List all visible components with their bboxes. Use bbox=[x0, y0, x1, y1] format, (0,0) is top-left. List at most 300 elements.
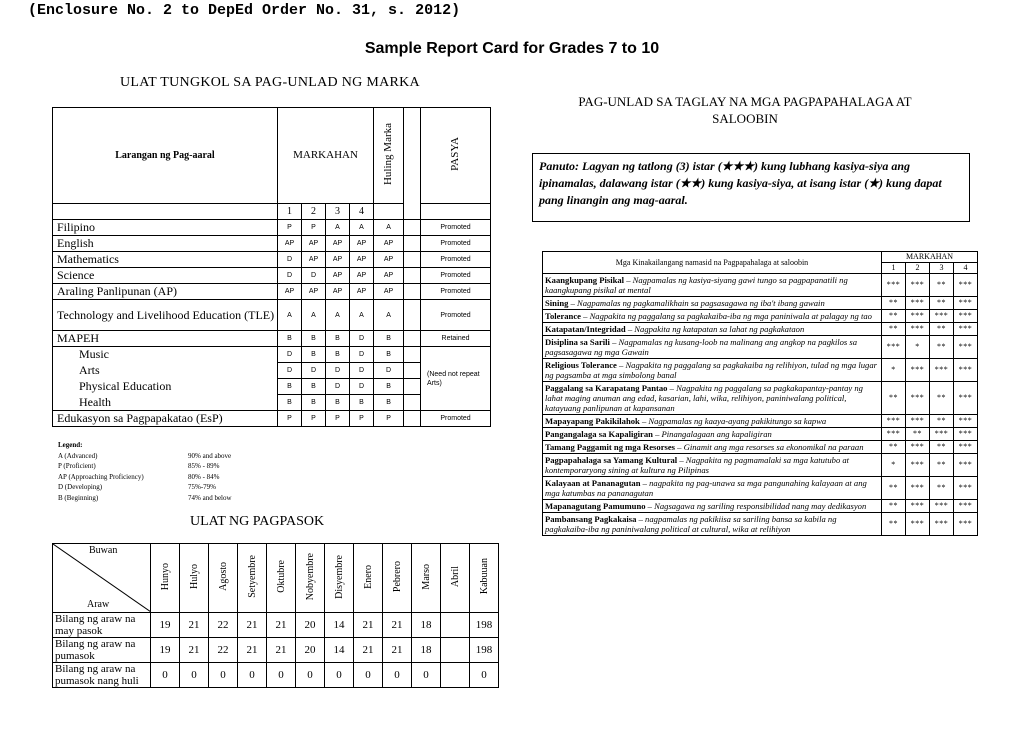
attendance-value: 22 bbox=[209, 638, 238, 663]
grade-q3: B bbox=[326, 331, 350, 347]
values-row bbox=[543, 359, 978, 382]
values-section-title: PAG-UNLAD SA TAGLAY NA MGA PAGPAPAHALAGA AT SALOOBIN bbox=[578, 94, 912, 126]
values-item bbox=[543, 382, 882, 415]
values-row bbox=[543, 428, 978, 441]
remark: Promoted bbox=[421, 411, 491, 427]
subject-row bbox=[53, 331, 491, 347]
spacer-cell bbox=[404, 379, 421, 395]
legend-item bbox=[58, 461, 232, 472]
attendance-value: 19 bbox=[151, 613, 180, 638]
grade-q3: D bbox=[326, 379, 350, 395]
final-grade: B bbox=[374, 379, 404, 395]
star-rating: ** bbox=[930, 297, 954, 310]
values-item-separator: – bbox=[645, 501, 655, 511]
values-item-separator: – bbox=[609, 337, 619, 347]
star-rating: ** bbox=[882, 513, 906, 536]
markahan-header: MARKAHAN bbox=[278, 108, 374, 204]
legend-item bbox=[58, 451, 232, 462]
attendance-value: 14 bbox=[325, 638, 354, 663]
attendance-value: 18 bbox=[412, 613, 441, 638]
grade-q2: P bbox=[302, 220, 326, 236]
attendance-value bbox=[441, 613, 470, 638]
grade-q3: AP bbox=[326, 236, 350, 252]
values-item-name: Katapatan/Integridad bbox=[545, 324, 626, 334]
subject-name: Araling Panlipunan (AP) bbox=[53, 284, 278, 300]
attendance-value: 0 bbox=[151, 663, 180, 688]
grade-q2: D bbox=[302, 363, 326, 379]
subject-row bbox=[53, 220, 491, 236]
values-item bbox=[543, 441, 882, 454]
star-rating: *** bbox=[930, 500, 954, 513]
values-item-desc: Nagpamalas ng pagkamalikhain sa pagsasagawa ng iba't ibang gawain bbox=[577, 298, 825, 308]
values-item-desc: nagpamalas ng pakikiisa sa sariling bansa sa kabila ng pagkakaiba-iba ng paniniwalang political at cultural, wika at relihiyon bbox=[545, 514, 837, 534]
attendance-value: 21 bbox=[267, 613, 296, 638]
values-item-desc: Nagpamalas ng kasiya-siyang gawi tungo sa pagpapanatili ng kaangkupang pisikal at mental bbox=[545, 275, 848, 295]
subject-name: Filipino bbox=[53, 220, 278, 236]
subject-name: MAPEH bbox=[53, 331, 278, 347]
values-row bbox=[543, 297, 978, 310]
attendance-value: 21 bbox=[267, 638, 296, 663]
spacer-cell bbox=[404, 284, 421, 300]
star-rating: *** bbox=[882, 336, 906, 359]
values-item-desc: Nagpakita ng katapatan sa lahat ng pagkakataon bbox=[634, 324, 805, 334]
values-item-name: Mapanagutang Pamumuno bbox=[545, 501, 646, 511]
star-rating: *** bbox=[954, 336, 978, 359]
spacer-cell bbox=[404, 363, 421, 379]
attendance-value: 21 bbox=[383, 613, 412, 638]
subject-row bbox=[53, 252, 491, 268]
star-rating: *** bbox=[954, 454, 978, 477]
enclosure-label: (Enclosure No. 2 to DepEd Order No. 31, s. 2012) bbox=[28, 2, 461, 19]
month-header bbox=[412, 544, 441, 613]
remark: Promoted bbox=[421, 268, 491, 284]
values-item-separator: – bbox=[616, 360, 626, 370]
legend-item bbox=[58, 472, 232, 483]
grade-q1: B bbox=[278, 395, 302, 411]
values-item bbox=[543, 359, 882, 382]
values-item-desc: Ginamit ang mga resorses sa ekonomikal na paraan bbox=[683, 442, 864, 452]
star-rating: *** bbox=[906, 310, 930, 323]
values-item-desc: Pinangalagaan ang kapaligiran bbox=[661, 429, 772, 439]
values-item bbox=[543, 513, 882, 536]
grade-q3: AP bbox=[326, 268, 350, 284]
day-axis-label: Araw bbox=[87, 599, 110, 610]
grade-q4: A bbox=[350, 220, 374, 236]
grade-q1: B bbox=[278, 379, 302, 395]
values-item-desc: Nagpakita ng pagmamalaki sa mga katutubo at kontemporaryong sining at kultura ng Pilipinas bbox=[545, 455, 850, 475]
values-item-header: Mga Kinakailangang namasid na Pagpapahalaga at saloobin bbox=[543, 252, 882, 274]
legend-label: B (Beginning) bbox=[58, 493, 99, 502]
month-label: Abril bbox=[449, 565, 461, 588]
star-rating: *** bbox=[882, 428, 906, 441]
attendance-value: 198 bbox=[470, 638, 499, 663]
grade-q3: A bbox=[326, 300, 350, 331]
spacer-cell bbox=[404, 268, 421, 284]
values-quarter-3: 3 bbox=[930, 263, 954, 274]
subject-row bbox=[53, 268, 491, 284]
final-grade: B bbox=[374, 331, 404, 347]
attendance-value: 19 bbox=[151, 638, 180, 663]
month-label: Oktubre bbox=[275, 560, 287, 593]
spacer-cell bbox=[404, 220, 421, 236]
grade-q1: A bbox=[278, 300, 302, 331]
month-header bbox=[209, 544, 238, 613]
values-item-desc: Nagpamalas ng kaaya-ayang pakikitungo sa kapwa bbox=[648, 416, 827, 426]
values-item-name: Sining bbox=[545, 298, 569, 308]
month-label: Kabuuan bbox=[478, 558, 490, 595]
values-row bbox=[543, 500, 978, 513]
star-rating: *** bbox=[882, 415, 906, 428]
final-grade: P bbox=[374, 411, 404, 427]
values-item-name: Mapayapang Pakikilahok bbox=[545, 416, 640, 426]
star-rating: ** bbox=[882, 441, 906, 454]
subject-row bbox=[53, 411, 491, 427]
subject-name: Science bbox=[53, 268, 278, 284]
month-header bbox=[354, 544, 383, 613]
values-item bbox=[543, 454, 882, 477]
remark: Promoted bbox=[421, 284, 491, 300]
page-title: Sample Report Card for Grades 7 to 10 bbox=[364, 40, 660, 57]
attendance-value: 0 bbox=[238, 663, 267, 688]
star-rating: *** bbox=[954, 441, 978, 454]
month-label: Nobyembre bbox=[304, 552, 316, 601]
values-item-name: Tamang Paggamit ng mga Resorses bbox=[545, 442, 676, 452]
values-item-name: Religious Tolerance bbox=[545, 360, 617, 370]
star-rating: *** bbox=[954, 297, 978, 310]
quarter-3: 3 bbox=[326, 204, 350, 220]
grade-q4: B bbox=[350, 395, 374, 411]
attendance-value: 14 bbox=[325, 613, 354, 638]
month-header bbox=[441, 544, 470, 613]
values-quarter-2: 2 bbox=[906, 263, 930, 274]
star-rating: *** bbox=[906, 323, 930, 336]
attendance-value: 0 bbox=[180, 663, 209, 688]
remark-spacer bbox=[421, 204, 491, 220]
attendance-value: 0 bbox=[267, 663, 296, 688]
star-rating: *** bbox=[954, 323, 978, 336]
values-item bbox=[543, 500, 882, 513]
month-label: Setyembre bbox=[246, 555, 258, 598]
values-item bbox=[543, 428, 882, 441]
grade-q1: P bbox=[278, 220, 302, 236]
grade-q1: B bbox=[278, 331, 302, 347]
month-header bbox=[151, 544, 180, 613]
grades-table bbox=[52, 107, 491, 427]
attendance-corner bbox=[53, 544, 151, 613]
attendance-value: 198 bbox=[470, 613, 499, 638]
attendance-value: 21 bbox=[180, 613, 209, 638]
grade-q2: D bbox=[302, 268, 326, 284]
grade-q1: D bbox=[278, 363, 302, 379]
grade-q2: B bbox=[302, 395, 326, 411]
month-axis-label: Buwan bbox=[89, 545, 118, 556]
values-item-desc: Nagpakita ng paggalang sa pagkakapantay-pantay ng lahat maging anuman ang edad, kasarian, lahi, wika, relihiyon, paniniwalang political, katayuang panlipunan at kapansanan bbox=[545, 383, 863, 413]
values-item bbox=[543, 477, 882, 500]
values-item bbox=[543, 415, 882, 428]
attendance-table bbox=[52, 543, 499, 688]
values-row bbox=[543, 477, 978, 500]
values-quarter-1: 1 bbox=[882, 263, 906, 274]
values-item-separator: – bbox=[624, 275, 633, 285]
legend-title: Legend: bbox=[58, 441, 83, 449]
attendance-row-label: Bilang ng araw na pumasok nang huli bbox=[53, 663, 151, 688]
final-grade: A bbox=[374, 220, 404, 236]
month-header bbox=[296, 544, 325, 613]
star-rating: *** bbox=[930, 359, 954, 382]
spacer-cell bbox=[404, 252, 421, 268]
legend-label: D (Developing) bbox=[58, 483, 103, 491]
values-row bbox=[543, 310, 978, 323]
month-label: Enero bbox=[362, 564, 374, 589]
final-grade: B bbox=[374, 395, 404, 411]
pasya-header: PASYA bbox=[421, 108, 491, 204]
values-item-separator: – bbox=[568, 298, 578, 308]
grade-q1: AP bbox=[278, 236, 302, 252]
legend-item bbox=[58, 493, 232, 504]
values-item-desc: Nagpamalas ng kusang-loob na malinang ang angkop na pagkilos sa pagsasagawa ng mga Gawain bbox=[545, 337, 858, 357]
grade-q1: D bbox=[278, 252, 302, 268]
grade-q1: D bbox=[278, 347, 302, 363]
attendance-value: 0 bbox=[354, 663, 383, 688]
legend bbox=[58, 440, 232, 503]
values-item bbox=[543, 336, 882, 359]
attendance-value: 0 bbox=[470, 663, 499, 688]
grade-q1: D bbox=[278, 268, 302, 284]
values-row bbox=[543, 415, 978, 428]
subject-row bbox=[53, 236, 491, 252]
subject-name: Health bbox=[53, 395, 278, 411]
star-rating: *** bbox=[906, 382, 930, 415]
grade-q3: P bbox=[326, 411, 350, 427]
final-grade-header: Huling Marka bbox=[374, 108, 404, 204]
star-rating: *** bbox=[954, 477, 978, 500]
star-rating: * bbox=[906, 336, 930, 359]
final-grade: AP bbox=[374, 284, 404, 300]
attendance-value: 0 bbox=[383, 663, 412, 688]
attendance-row-label: Bilang ng araw na pumasok bbox=[53, 638, 151, 663]
attendance-section-title: ULAT NG PAGPASOK bbox=[190, 514, 325, 529]
star-rating: ** bbox=[906, 428, 930, 441]
star-rating: *** bbox=[906, 297, 930, 310]
grade-q2: P bbox=[302, 411, 326, 427]
values-item-separator: – bbox=[667, 383, 677, 393]
values-item bbox=[543, 274, 882, 297]
values-item-name: Pambansang Pagkakaisa bbox=[545, 514, 637, 524]
month-header bbox=[180, 544, 209, 613]
final-grade: AP bbox=[374, 252, 404, 268]
attendance-value: 20 bbox=[296, 638, 325, 663]
mapeh-component-row bbox=[53, 347, 491, 363]
grade-q3: B bbox=[326, 395, 350, 411]
month-header bbox=[325, 544, 354, 613]
attendance-row bbox=[53, 613, 499, 638]
values-quarter-4: 4 bbox=[954, 263, 978, 274]
values-row bbox=[543, 336, 978, 359]
values-item-name: Disiplina sa Sarili bbox=[545, 337, 610, 347]
values-item-separator: – bbox=[625, 324, 635, 334]
grade-q2: A bbox=[302, 300, 326, 331]
grade-q3: AP bbox=[326, 284, 350, 300]
month-header bbox=[470, 544, 499, 613]
final-spacer bbox=[374, 204, 404, 220]
values-row bbox=[543, 454, 978, 477]
values-item-separator: – bbox=[652, 429, 662, 439]
star-rating: *** bbox=[954, 274, 978, 297]
star-rating: *** bbox=[954, 428, 978, 441]
grade-q4: D bbox=[350, 363, 374, 379]
attendance-row bbox=[53, 638, 499, 663]
legend-range: 75%-79% bbox=[188, 483, 216, 491]
star-rating: ** bbox=[882, 310, 906, 323]
star-rating: ** bbox=[930, 336, 954, 359]
values-row bbox=[543, 274, 978, 297]
month-label: Hulyo bbox=[188, 564, 200, 589]
attendance-row-label: Bilang ng araw na may pasok bbox=[53, 613, 151, 638]
final-grade: AP bbox=[374, 268, 404, 284]
remark: Promoted bbox=[421, 252, 491, 268]
subject-name: Music bbox=[53, 347, 278, 363]
subject-name: Edukasyon sa Pagpapakatao (EsP) bbox=[53, 411, 278, 427]
attendance-row bbox=[53, 663, 499, 688]
grades-section-title: ULAT TUNGKOL SA PAG-UNLAD NG MARKA bbox=[120, 75, 420, 90]
star-rating: *** bbox=[954, 500, 978, 513]
spacer-cell bbox=[404, 395, 421, 411]
values-item-desc: nagpakita ng pag-unawa sa mga pangunahing kalayaan at ang mga katumbas na pananagutan bbox=[545, 478, 867, 498]
star-rating: ** bbox=[930, 382, 954, 415]
attendance-value: 0 bbox=[296, 663, 325, 688]
final-grade: B bbox=[374, 347, 404, 363]
attendance-value: 21 bbox=[238, 613, 267, 638]
values-item-separator: – bbox=[636, 514, 646, 524]
legend-range: 74% and below bbox=[188, 493, 232, 502]
star-rating: *** bbox=[906, 441, 930, 454]
legend-label: P (Proficient) bbox=[58, 462, 96, 470]
star-rating: *** bbox=[906, 454, 930, 477]
month-label: Agosto bbox=[217, 562, 229, 591]
attendance-value: 0 bbox=[412, 663, 441, 688]
grade-q2: B bbox=[302, 331, 326, 347]
grade-q4: P bbox=[350, 411, 374, 427]
values-item-desc: Nagsagawa ng sariling responsibilidad nang may dedikasyon bbox=[654, 501, 867, 511]
star-rating: *** bbox=[954, 382, 978, 415]
star-rating: ** bbox=[930, 274, 954, 297]
remark: Promoted bbox=[421, 236, 491, 252]
values-item bbox=[543, 323, 882, 336]
spacer-column bbox=[404, 108, 421, 220]
grade-q2: B bbox=[302, 379, 326, 395]
grade-q2: B bbox=[302, 347, 326, 363]
remark: Retained bbox=[421, 331, 491, 347]
attendance-value: 20 bbox=[296, 613, 325, 638]
grade-q4: AP bbox=[350, 236, 374, 252]
star-rating: ** bbox=[882, 297, 906, 310]
subject-header: Larangan ng Pag-aaral bbox=[53, 108, 278, 204]
star-rating: *** bbox=[930, 310, 954, 323]
month-label: Disyembre bbox=[333, 554, 345, 599]
values-item-desc: Nagpakita ng paggalang sa pagkakaiba-iba ng mga paniniwala at palagay ng tao bbox=[589, 311, 872, 321]
star-rating: ** bbox=[930, 441, 954, 454]
grade-q2: AP bbox=[302, 284, 326, 300]
final-grade: AP bbox=[374, 236, 404, 252]
star-rating: *** bbox=[906, 274, 930, 297]
star-rating: *** bbox=[906, 500, 930, 513]
star-rating: * bbox=[882, 454, 906, 477]
spacer-cell bbox=[404, 411, 421, 427]
values-item-separator: – bbox=[640, 478, 650, 488]
month-header bbox=[238, 544, 267, 613]
subject-name: English bbox=[53, 236, 278, 252]
values-item-desc: Nagpakita ng paggalang sa pagkakaiba ng relihiyon, tulad ng mga lugar ng pagsamba at mga simbolong banal bbox=[545, 360, 877, 380]
star-rating: *** bbox=[906, 415, 930, 428]
star-rating: ** bbox=[930, 323, 954, 336]
values-row bbox=[543, 382, 978, 415]
attendance-value: 0 bbox=[325, 663, 354, 688]
legend-range: 85% - 89% bbox=[188, 462, 220, 470]
subject-name: Arts bbox=[53, 363, 278, 379]
attendance-value: 18 bbox=[412, 638, 441, 663]
values-item-separator: – bbox=[639, 416, 649, 426]
attendance-value: 21 bbox=[354, 613, 383, 638]
legend-range: 90% and above bbox=[188, 451, 232, 460]
star-rating: *** bbox=[882, 274, 906, 297]
star-rating: ** bbox=[882, 477, 906, 500]
subject-row bbox=[53, 300, 491, 331]
star-rating: *** bbox=[906, 477, 930, 500]
instructions-box: Panuto: Lagyan ng tatlong (3) istar (★★★) kung lubhang kasiya-siya ang ipinamalas, dalawang istar (★★) kung kasiya-siya, at isang istar (★) kung dapat pang linangin ang mag-aaral. bbox=[532, 153, 970, 222]
star-rating: *** bbox=[954, 359, 978, 382]
values-item bbox=[543, 297, 882, 310]
star-rating: * bbox=[882, 359, 906, 382]
month-label: Hunyo bbox=[159, 562, 171, 591]
values-item-name: Kaangkupang Pisikal bbox=[545, 275, 625, 285]
month-header bbox=[267, 544, 296, 613]
grade-q3: D bbox=[326, 363, 350, 379]
star-rating: ** bbox=[930, 454, 954, 477]
star-rating: ** bbox=[882, 500, 906, 513]
values-markahan-header: MARKAHAN bbox=[882, 252, 978, 263]
grade-q3: A bbox=[326, 220, 350, 236]
grade-q4: AP bbox=[350, 252, 374, 268]
star-rating: ** bbox=[930, 477, 954, 500]
star-rating: *** bbox=[906, 359, 930, 382]
quarter-1: 1 bbox=[278, 204, 302, 220]
grade-q4: D bbox=[350, 379, 374, 395]
values-item-name: Pagpapahalaga sa Yamang Kultural bbox=[545, 455, 678, 465]
legend-item bbox=[58, 482, 232, 493]
values-item-separator: – bbox=[580, 311, 590, 321]
month-label: Pebrero bbox=[391, 560, 403, 593]
subject-name: Technology and Livelihood Education (TLE) bbox=[53, 300, 278, 331]
remark: Promoted bbox=[421, 300, 491, 331]
attendance-value bbox=[441, 638, 470, 663]
attendance-value: 21 bbox=[354, 638, 383, 663]
attendance-value: 21 bbox=[180, 638, 209, 663]
subject-name: Mathematics bbox=[53, 252, 278, 268]
grade-q2: AP bbox=[302, 252, 326, 268]
values-item-name: Tolerance bbox=[545, 311, 581, 321]
star-rating: *** bbox=[930, 513, 954, 536]
final-grade: D bbox=[374, 363, 404, 379]
values-item-name: Paggalang sa Karapatang Pantao bbox=[545, 383, 668, 393]
legend-label: AP (Approaching Proficiency) bbox=[58, 472, 144, 481]
values-item-name: Pangangalaga sa Kapaligiran bbox=[545, 429, 653, 439]
subject-row bbox=[53, 284, 491, 300]
star-rating: ** bbox=[930, 415, 954, 428]
subject-name: Physical Education bbox=[53, 379, 278, 395]
attendance-value: 22 bbox=[209, 613, 238, 638]
grade-q4: D bbox=[350, 331, 374, 347]
star-rating: *** bbox=[930, 428, 954, 441]
